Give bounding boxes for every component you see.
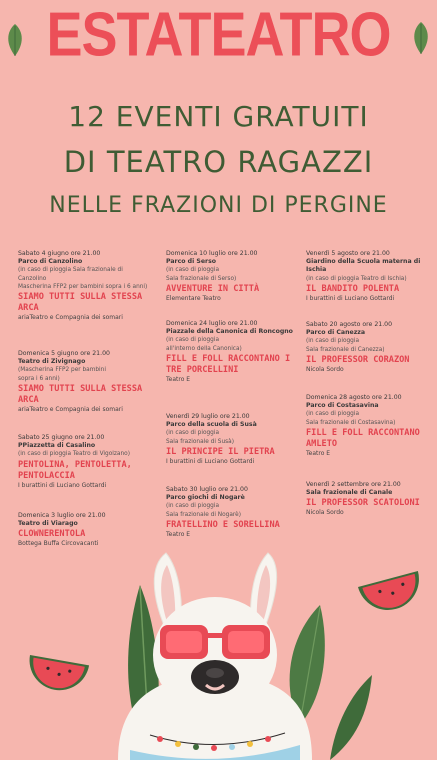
event-place: PPiazzetta di Casalino [18,442,96,450]
event-note: (in caso di pioggia Teatro di Vigolzano) [18,451,130,458]
event-date: Domenica 28 agosto ore 21.00 [306,394,402,401]
event-place: Parco di Costasavina [306,402,379,410]
event-date: Venerdì 2 settembre ore 21.00 [306,481,401,488]
event-date: Venerdì 29 luglio ore 21.00 [166,413,250,420]
event-date: Sabato 25 giugno ore 21.00 [18,434,105,441]
event-9 [306,250,434,303]
leaf-icon [410,20,432,56]
event-place: Giardino della Scuola materna di Ischia [306,258,421,274]
event-place: Teatro di Viarago [18,520,78,528]
watermelon-icon [25,655,89,695]
event-5 [166,250,298,303]
event-company: Teatro E [306,449,331,457]
event-note: (in caso di pioggia [166,337,220,344]
event-note: (in caso di pioggia Sala frazionale di Canzolino [18,267,123,282]
event-title: CLOWNERENTOLA [18,529,86,540]
poster-subtitle-2: DI TEATRO RAGAZZI [63,145,374,179]
event-place: Parco di Canezza [306,329,366,337]
event-company: Nicola Sordo [306,365,344,373]
event-note: (in caso di pioggia [166,267,220,274]
event-title: PENTOLINA, PENTOLETTA, PENTOLACCIA [18,459,132,481]
event-company: ariaTeatro e Compagnia dei somari [18,405,123,413]
poster-title: ESTATEATRO [46,0,391,70]
event-note: (in caso di pioggia [306,411,360,418]
event-note: (in caso di pioggia [166,430,220,437]
leaf-icon [4,22,26,58]
event-note: Sala frazionale di Canezza) [306,346,385,353]
event-7 [166,413,298,466]
event-company: Teatro E [166,375,191,383]
event-note: (in caso di pioggia [306,338,360,345]
event-12 [306,481,434,518]
event-company: Bottega Buffa Circovacanti [18,540,99,548]
watermelon-icon [358,571,426,617]
event-company: Elementare Teatro [166,294,221,302]
event-date: Domenica 3 luglio ore 21.00 [18,512,106,519]
event-note: Sala frazionale di Serso) [166,275,237,282]
event-title: SIAMO TUTTI SULLA STESSA ARCA [18,292,143,314]
event-6 [166,320,298,384]
event-2 [18,350,150,414]
event-note: Sala frazionale di Nogarè) [166,511,241,518]
event-place: Parco giochi di Nogarè [166,494,245,502]
event-note: (in caso di pioggia Teatro di Ischia) [306,275,407,282]
llama-illustration [0,525,437,760]
event-title: IL PROFESSOR CORAZON [306,354,410,365]
event-place: Teatro di Zivignago [18,358,86,366]
event-3 [18,434,150,490]
event-note: sopra i 6 anni) [18,375,60,382]
event-title: AVVENTURE IN CITTÀ [166,283,260,294]
event-company: I burattini di Luciano Gottardi [18,481,107,489]
event-date: Sabato 30 luglio ore 21.00 [166,486,248,493]
poster-subtitle-1: 12 EVENTI GRATUITI [68,100,369,133]
event-note: Sala frazionale di Susà) [166,438,234,445]
event-note: (Mascherina FFP2 per bambini [18,367,106,374]
event-place: Parco di Serso [166,258,217,266]
poster-subtitle-3: NELLE FRAZIONI DI PERGINE [49,193,388,218]
event-date: Domenica 5 giugno ore 21.00 [18,350,110,357]
event-title: IL PRINCIPE IL PIETRA [166,446,275,457]
event-title: FILL E FOLL RACCONTANO I TRE PORCELLINI [166,353,291,375]
event-date: Domenica 10 luglio ore 21.00 [166,250,258,257]
event-place: Parco della scuola di Susà [166,421,257,429]
event-title: IL PROFESSOR SCATOLONI [306,498,420,509]
event-place: Sala frazionale di Canale [306,489,393,497]
event-company: I burattini di Luciano Gottardi [166,457,255,465]
event-note: (in caso di pioggia [166,503,220,510]
event-title: FRATELLINO E SORELLINA [166,519,280,530]
event-company: ariaTeatro e Compagnia dei somari [18,314,123,322]
event-date: Sabato 20 agosto ore 21.00 [306,321,393,328]
event-company: Teatro E [166,530,191,538]
event-date: Domenica 24 luglio ore 21.00 [166,320,258,327]
event-note: Mascherina FFP2 per bambini sopra i 6 anni) [18,283,148,290]
event-11 [306,394,434,458]
event-place: Piazzale della Canonica di Roncogno [166,328,293,336]
event-title: SIAMO TUTTI SULLA STESSA ARCA [18,383,143,405]
event-date: Sabato 4 giugno ore 21.00 [18,250,101,257]
event-date: Venerdì 5 agosto ore 21.00 [306,250,390,257]
event-note: Sala frazionale di Costasavina) [306,419,396,426]
event-10 [306,321,434,374]
event-title: IL BANDITO POLENTA [306,283,400,294]
event-place: Parco di Canzolino [18,258,83,266]
event-note: all'interno della Canonica) [166,345,242,352]
event-company: I burattini di Luciano Gottardi [306,294,395,302]
event-company: Nicola Sordo [306,509,344,517]
event-1 [18,250,150,322]
event-title: FILL E FOLL RACCONTANO AMLETO [306,427,420,449]
